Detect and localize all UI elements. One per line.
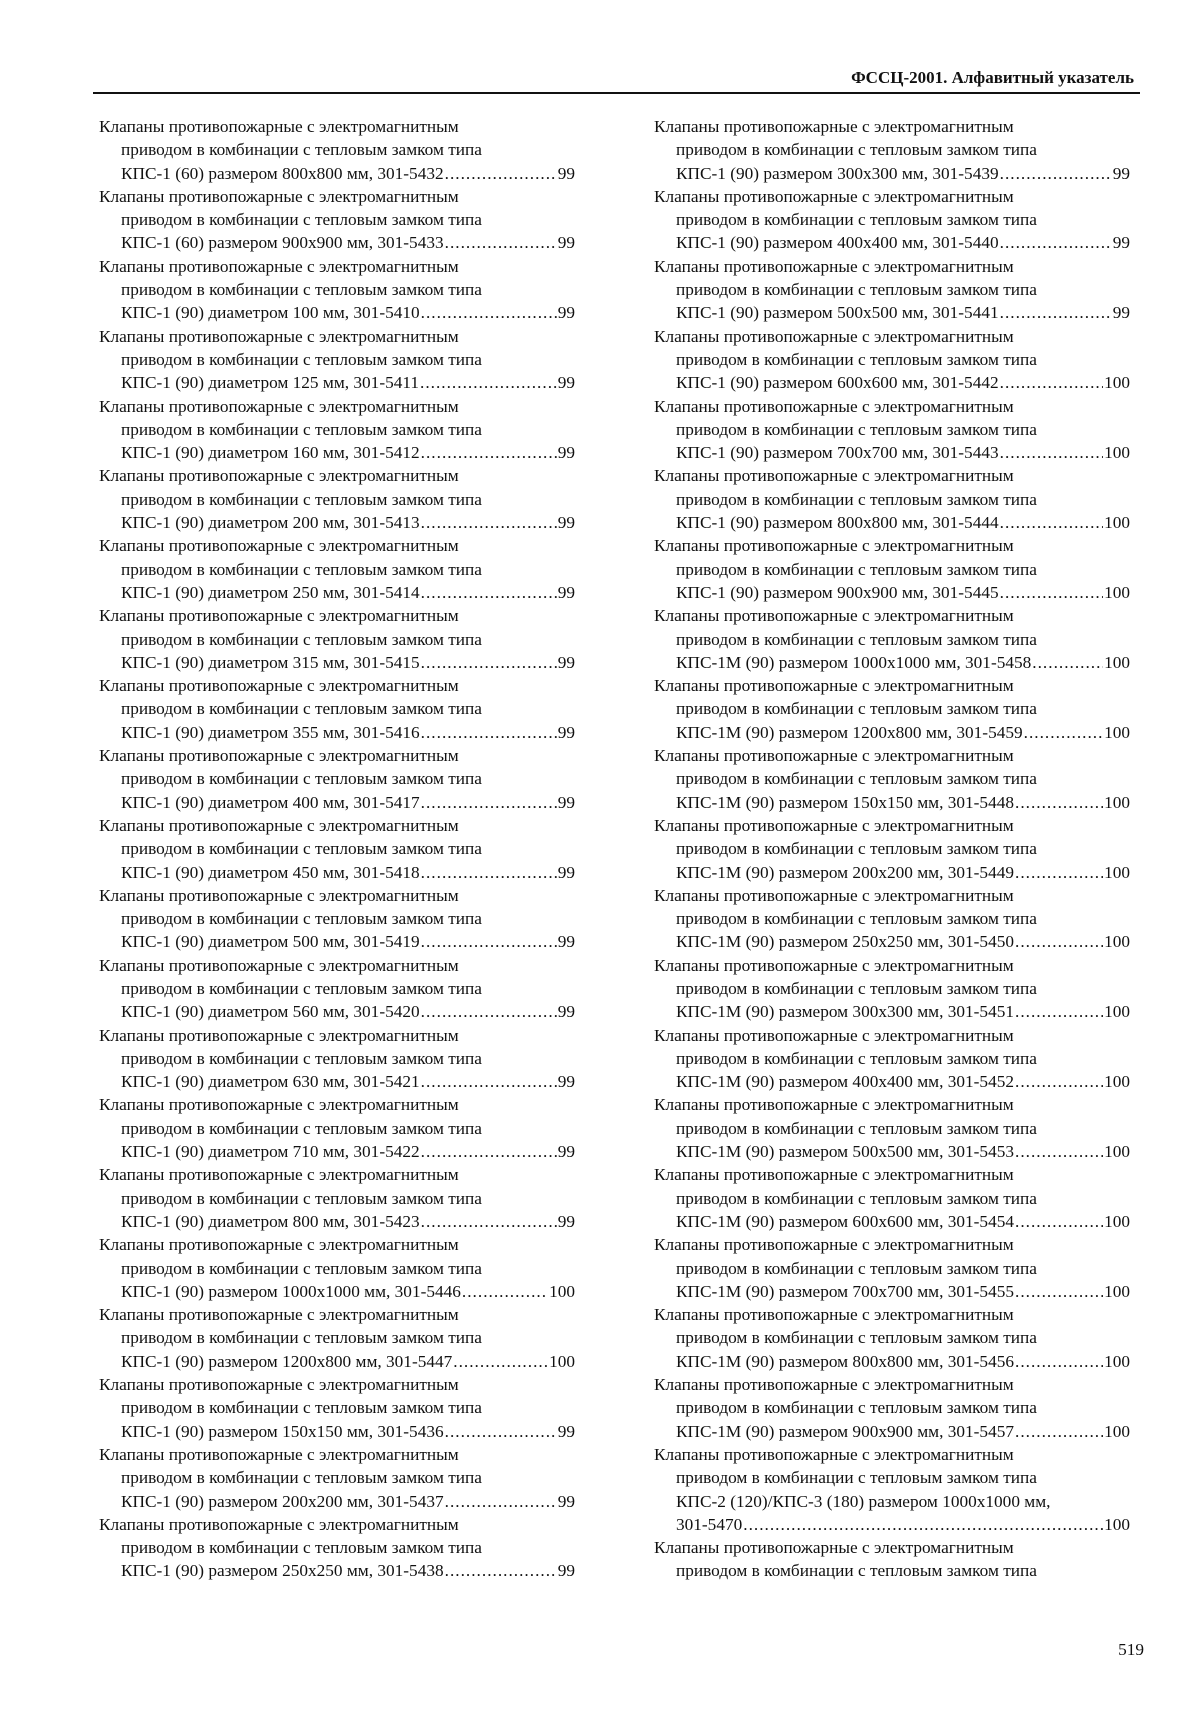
entry-reference: КПС-1 (90) размером 250x250 мм, 301-5438 xyxy=(121,1561,444,1581)
entry-reference-line xyxy=(99,791,575,814)
entry-reference: КПС-1 (90) размером 200x200 мм, 301-5437 xyxy=(121,1491,444,1511)
index-entry xyxy=(654,464,1130,534)
entry-page-number: 99 xyxy=(557,303,575,323)
entry-reference: КПС-1 (90) размером 1000x1000 мм, 301-5446 xyxy=(121,1281,461,1301)
entry-page-number: 100 xyxy=(1104,1211,1130,1231)
entry-reference: КПС-1 (90) размером 1200x800 мм, 301-5447 xyxy=(121,1351,453,1371)
index-entry xyxy=(654,1093,1130,1163)
entry-reference: КПС-1М (90) размером 1000x1000 мм, 301-5458 xyxy=(676,652,1032,672)
entry-line: Клапаны противопожарные с электромагнитным xyxy=(99,746,459,766)
index-entry xyxy=(99,674,575,744)
index-entry xyxy=(99,1513,575,1583)
entry-line: приводом в комбинации с тепловым замком типа xyxy=(676,280,1037,300)
dot-leader xyxy=(1015,1000,1103,1023)
index-entry xyxy=(99,185,575,255)
entry-reference: КПС-1 (90) размером 300x300 мм, 301-5439 xyxy=(676,163,999,183)
dot-leader xyxy=(1024,721,1103,744)
entry-reference-line xyxy=(654,1420,1130,1443)
index-entry xyxy=(99,604,575,674)
entry-line: приводом в комбинации с тепловым замком типа xyxy=(676,349,1037,369)
index-entry xyxy=(99,255,575,325)
index-entry xyxy=(654,1024,1130,1094)
entry-page-number: 100 xyxy=(1104,443,1130,463)
entry-reference-line xyxy=(99,1420,575,1443)
dot-leader xyxy=(421,301,557,324)
entry-line: приводом в комбинации с тепловым замком типа xyxy=(676,1258,1037,1278)
entry-line: Клапаны противопожарные с электромагнитным xyxy=(99,117,459,136)
entry-line: приводом в комбинации с тепловым замком типа xyxy=(121,1538,482,1558)
dot-leader xyxy=(462,1280,548,1303)
entry-reference-line xyxy=(654,791,1130,814)
entry-reference: КПС-1 (90) размером 150x150 мм, 301-5436 xyxy=(121,1421,444,1441)
entry-page-number: 100 xyxy=(1104,582,1130,602)
entry-reference-line xyxy=(99,1559,575,1582)
entry-page-number: 99 xyxy=(557,1491,575,1511)
index-entry xyxy=(99,325,575,395)
entry-page-number: 99 xyxy=(557,1002,575,1022)
entry-reference: КПС-1М (90) размером 400x400 мм, 301-5452 xyxy=(676,1072,1014,1092)
entry-line: Клапаны противопожарные с электромагнитным xyxy=(654,885,1014,905)
entry-reference-line xyxy=(99,1210,575,1233)
entry-reference: КПС-1 (90) размером 700x700 мм, 301-5443 xyxy=(676,443,999,463)
entry-reference: КПС-1 (60) размером 800x800 мм, 301-5432 xyxy=(121,163,444,183)
dot-leader xyxy=(421,861,557,884)
entry-page-number: 99 xyxy=(1112,233,1130,253)
entry-line: Клапаны противопожарные с электромагнитным xyxy=(654,606,1014,626)
entry-reference-line xyxy=(654,1513,1130,1536)
entry-line: приводом в комбинации с тепловым замком типа xyxy=(121,1328,482,1348)
entry-line: Клапаны противопожарные с электромагнитным xyxy=(654,1305,1014,1325)
entry-page-number: 100 xyxy=(549,1351,575,1371)
index-entry xyxy=(654,1233,1130,1303)
dot-leader xyxy=(421,441,557,464)
entry-reference-line xyxy=(99,1280,575,1303)
entry-line: Клапаны противопожарные с электромагнитным xyxy=(654,396,1014,416)
index-entry xyxy=(99,1303,575,1373)
entry-line: Клапаны противопожарные с электромагнитным xyxy=(99,1375,459,1395)
entry-line: приводом в комбинации с тепловым замком типа xyxy=(121,1048,482,1068)
entry-reference: КПС-1М (90) размером 300x300 мм, 301-5451 xyxy=(676,1002,1014,1022)
entry-line: приводом в комбинации с тепловым замком типа xyxy=(121,629,482,649)
dot-leader xyxy=(1000,162,1112,185)
index-entry xyxy=(654,255,1130,325)
entry-reference-line xyxy=(654,511,1130,534)
dot-leader xyxy=(421,651,557,674)
entry-reference: КПС-1 (90) диаметром 200 мм, 301-5413 xyxy=(121,513,420,533)
entry-line: приводом в комбинации с тепловым замком типа xyxy=(676,1118,1037,1138)
entry-line: Клапаны противопожарные с электромагнитным xyxy=(654,746,1014,766)
entry-page-number: 99 xyxy=(557,1561,575,1581)
dot-leader xyxy=(743,1513,1103,1536)
entry-page-number: 100 xyxy=(1104,652,1130,672)
index-column-right xyxy=(654,115,1130,1583)
entry-reference: КПС-1 (90) диаметром 250 мм, 301-5414 xyxy=(121,582,420,602)
dot-leader xyxy=(1000,581,1103,604)
dot-leader xyxy=(420,371,557,394)
entry-line: Клапаны противопожарные с электромагнитным xyxy=(99,1305,459,1325)
dot-leader xyxy=(1015,1210,1103,1233)
entry-line: Клапаны противопожарные с электромагнитным xyxy=(654,1025,1014,1045)
running-header xyxy=(93,66,1140,94)
entry-reference: КПС-1 (60) размером 900x900 мм, 301-5433 xyxy=(121,233,444,253)
entry-reference: 301-5470 xyxy=(676,1514,743,1534)
entry-line: приводом в комбинации с тепловым замком типа xyxy=(676,1048,1037,1068)
index-entry xyxy=(99,1093,575,1163)
entry-reference: КПС-1 (90) диаметром 710 мм, 301-5422 xyxy=(121,1142,420,1162)
page-number: 519 xyxy=(1118,1640,1144,1659)
entry-line: приводом в комбинации с тепловым замком типа xyxy=(121,978,482,998)
entry-reference: КПС-1 (90) диаметром 630 мм, 301-5421 xyxy=(121,1072,420,1092)
entry-page-number: 99 xyxy=(557,582,575,602)
entry-line: приводом в комбинации с тепловым замком типа xyxy=(121,769,482,789)
entry-reference: КПС-1 (90) диаметром 800 мм, 301-5423 xyxy=(121,1211,420,1231)
entry-reference-line xyxy=(654,371,1130,394)
entry-reference-line xyxy=(654,861,1130,884)
entry-line: Клапаны противопожарные с электромагнитным xyxy=(654,955,1014,975)
entry-reference: КПС-1 (90) диаметром 400 мм, 301-5417 xyxy=(121,792,420,812)
entry-line: Клапаны противопожарные с электромагнитным xyxy=(654,186,1014,206)
dot-leader xyxy=(1000,511,1103,534)
entry-page-number: 99 xyxy=(557,163,575,183)
entry-line: Клапаны противопожарные с электромагнитным xyxy=(99,1235,459,1255)
entry-reference-line xyxy=(99,301,575,324)
entry-line: Клапаны противопожарные с электромагнитным xyxy=(99,326,459,346)
entry-line: Клапаны противопожарные с электромагнитным xyxy=(99,955,459,975)
dot-leader xyxy=(421,1070,557,1093)
index-entry xyxy=(654,395,1130,465)
entry-page-number: 99 xyxy=(557,1072,575,1092)
entry-reference-line xyxy=(654,651,1130,674)
dot-leader xyxy=(421,1140,557,1163)
entry-reference: КПС-1М (90) размером 150x150 мм, 301-5448 xyxy=(676,792,1014,812)
entry-page-number: 100 xyxy=(1104,1072,1130,1092)
entry-reference: КПС-1 (90) диаметром 315 мм, 301-5415 xyxy=(121,652,420,672)
entry-page-number: 99 xyxy=(557,722,575,742)
entry-reference-line xyxy=(654,1070,1130,1093)
entry-line: Клапаны противопожарные с электромагнитным xyxy=(99,1025,459,1045)
entry-page-number: 100 xyxy=(1104,513,1130,533)
dot-leader xyxy=(421,721,557,744)
dot-leader xyxy=(1000,301,1112,324)
entry-reference: КПС-1М (90) размером 500x500 мм, 301-5453 xyxy=(676,1142,1014,1162)
entry-reference: КПС-1 (90) размером 500x500 мм, 301-5441 xyxy=(676,303,999,323)
entry-reference-line xyxy=(654,441,1130,464)
entry-line: Клапаны противопожарные с электромагнитным xyxy=(654,1165,1014,1185)
index-entry xyxy=(654,1303,1130,1373)
entry-line: Клапаны противопожарные с электромагнитным xyxy=(99,1444,459,1464)
entry-reference: КПС-1М (90) размером 200x200 мм, 301-5449 xyxy=(676,862,1014,882)
dot-leader xyxy=(453,1350,548,1373)
entry-reference: КПС-1М (90) размером 900x900 мм, 301-5457 xyxy=(676,1421,1014,1441)
entry-page-number: 99 xyxy=(557,233,575,253)
entry-reference-line xyxy=(99,581,575,604)
entry-page-number: 99 xyxy=(557,373,575,393)
entry-line: Клапаны противопожарные с электромагнитным xyxy=(99,186,459,206)
entry-line: приводом в комбинации с тепловым замком типа xyxy=(676,1188,1037,1208)
entry-reference-line xyxy=(654,930,1130,953)
entry-line: Клапаны противопожарные с электромагнитным xyxy=(654,256,1014,276)
entry-reference: КПС-1 (90) диаметром 500 мм, 301-5419 xyxy=(121,932,420,952)
entry-reference-line xyxy=(99,1490,575,1513)
entry-reference-line xyxy=(99,861,575,884)
index-entry xyxy=(99,814,575,884)
index-entry xyxy=(99,954,575,1024)
entry-line: приводом в комбинации с тепловым замком типа xyxy=(121,559,482,579)
entry-reference: КПС-1М (90) размером 1200x800 мм, 301-5459 xyxy=(676,722,1023,742)
dot-leader xyxy=(421,581,557,604)
entry-line: Клапаны противопожарные с электромагнитным xyxy=(654,536,1014,556)
entry-reference: КПС-1М (90) размером 600x600 мм, 301-5454 xyxy=(676,1211,1014,1231)
entry-page-number: 100 xyxy=(1104,1514,1130,1534)
entry-reference: КПС-1 (90) размером 600x600 мм, 301-5442 xyxy=(676,373,999,393)
entry-line: Клапаны противопожарные с электромагнитным xyxy=(99,676,459,696)
entry-reference-line xyxy=(99,231,575,254)
entry-line: Клапаны противопожарные с электромагнитным xyxy=(99,256,459,276)
entry-page-number: 99 xyxy=(1112,303,1130,323)
dot-leader xyxy=(1000,441,1103,464)
dot-leader xyxy=(1000,231,1112,254)
entry-reference: КПС-1 (90) диаметром 560 мм, 301-5420 xyxy=(121,1002,420,1022)
dot-leader xyxy=(1015,1350,1103,1373)
index-entry xyxy=(654,115,1130,185)
entry-line: Клапаны противопожарные с электромагнитным xyxy=(654,1375,1014,1395)
index-entry xyxy=(654,814,1130,884)
entry-page-number: 100 xyxy=(1104,373,1130,393)
entry-line: приводом в комбинации с тепловым замком типа xyxy=(676,489,1037,509)
entry-page-number: 99 xyxy=(557,513,575,533)
entry-line: приводом в комбинации с тепловым замком типа xyxy=(676,978,1037,998)
entry-reference-line xyxy=(654,721,1130,744)
entry-line: приводом в комбинации с тепловым замком типа xyxy=(676,1561,1037,1581)
dot-leader xyxy=(1015,1280,1103,1303)
entry-line: Клапаны противопожарные с электромагнитным xyxy=(99,466,459,486)
index-entry xyxy=(99,884,575,954)
entry-reference-line xyxy=(654,1000,1130,1023)
entry-line: приводом в комбинации с тепловым замком типа xyxy=(676,839,1037,859)
index-entry xyxy=(654,744,1130,814)
entry-line: приводом в комбинации с тепловым замком типа xyxy=(121,1258,482,1278)
entry-line: приводом в комбинации с тепловым замком типа xyxy=(676,909,1037,929)
header-title: ФССЦ-2001. Алфавитный указатель xyxy=(851,68,1134,87)
entry-line: приводом в комбинации с тепловым замком типа xyxy=(121,489,482,509)
dot-leader xyxy=(421,511,557,534)
entry-reference-line xyxy=(99,1000,575,1023)
entry-page-number: 100 xyxy=(1104,932,1130,952)
entry-line: приводом в комбинации с тепловым замком типа xyxy=(121,419,482,439)
entry-line: Клапаны противопожарные с электромагнитным xyxy=(654,815,1014,835)
entry-line: приводом в комбинации с тепловым замком типа xyxy=(121,280,482,300)
index-entry xyxy=(654,1443,1130,1536)
entry-line: приводом в комбинации с тепловым замком типа xyxy=(121,1468,482,1488)
entry-reference-line xyxy=(99,441,575,464)
entry-reference: КПС-1 (90) диаметром 125 мм, 301-5411 xyxy=(121,373,419,393)
entry-line: приводом в комбинации с тепловым замком типа xyxy=(121,349,482,369)
index-entry xyxy=(654,954,1130,1024)
entry-reference-line xyxy=(99,1070,575,1093)
entry-page-number: 100 xyxy=(1104,1421,1130,1441)
entry-page-number: 99 xyxy=(557,792,575,812)
entry-line: Клапаны противопожарные с электромагнитным xyxy=(654,1538,1014,1558)
entry-reference-line xyxy=(99,1350,575,1373)
dot-leader xyxy=(1015,861,1103,884)
entry-line: Клапаны противопожарные с электромагнитным xyxy=(99,1095,459,1115)
entry-page-number: 99 xyxy=(557,932,575,952)
entry-line: приводом в комбинации с тепловым замком типа xyxy=(676,699,1037,719)
index-entry xyxy=(654,1163,1130,1233)
entry-line: приводом в комбинации с тепловым замком типа xyxy=(676,140,1037,160)
entry-reference-line xyxy=(99,511,575,534)
entry-line: приводом в комбинации с тепловым замком типа xyxy=(676,629,1037,649)
dot-leader xyxy=(445,231,557,254)
entry-reference: КПС-1 (90) диаметром 100 мм, 301-5410 xyxy=(121,303,420,323)
entry-line: приводом в комбинации с тепловым замком типа xyxy=(121,1188,482,1208)
entry-reference: КПС-1М (90) размером 250x250 мм, 301-5450 xyxy=(676,932,1014,952)
entry-line: приводом в комбинации с тепловым замком типа xyxy=(676,769,1037,789)
entry-reference: КПС-1М (90) размером 800x800 мм, 301-5456 xyxy=(676,1351,1014,1371)
entry-line: приводом в комбинации с тепловым замком типа xyxy=(676,1398,1037,1418)
dot-leader xyxy=(1015,1070,1103,1093)
entry-line: приводом в комбинации с тепловым замком типа xyxy=(121,699,482,719)
dot-leader xyxy=(1000,371,1103,394)
entry-line: приводом в комбинации с тепловым замком типа xyxy=(121,140,482,160)
index-entry xyxy=(99,1024,575,1094)
entry-reference-line xyxy=(99,162,575,185)
entry-line: приводом в комбинации с тепловым замком типа xyxy=(676,210,1037,230)
dot-leader xyxy=(1015,791,1103,814)
index-entry xyxy=(654,674,1130,744)
entry-line: приводом в комбинации с тепловым замком типа xyxy=(676,1328,1037,1348)
index-entry xyxy=(99,1163,575,1233)
index-entry xyxy=(99,744,575,814)
dot-leader xyxy=(421,1210,557,1233)
entry-line: приводом в комбинации с тепловым замком типа xyxy=(121,909,482,929)
entry-line: приводом в комбинации с тепловым замком типа xyxy=(121,839,482,859)
entry-reference-line xyxy=(99,371,575,394)
entry-reference-line xyxy=(654,301,1130,324)
entry-reference-line xyxy=(654,162,1130,185)
entry-line: Клапаны противопожарные с электромагнитным xyxy=(654,466,1014,486)
entry-line: Клапаны противопожарные с электромагнитным xyxy=(654,676,1014,696)
entry-line: Клапаны противопожарные с электромагнитным xyxy=(654,1095,1014,1115)
index-column-left xyxy=(99,115,575,1583)
entry-reference-line xyxy=(654,1210,1130,1233)
entry-reference-line xyxy=(654,1280,1130,1303)
dot-leader xyxy=(1015,930,1103,953)
entry-line: Клапаны противопожарные с электромагнитным xyxy=(99,1165,459,1185)
entry-page-number: 99 xyxy=(557,1421,575,1441)
entry-line: Клапаны противопожарные с электромагнитным xyxy=(99,536,459,556)
dot-leader xyxy=(1032,651,1103,674)
entry-line: приводом в комбинации с тепловым замком типа xyxy=(676,559,1037,579)
entry-page-number: 99 xyxy=(557,652,575,672)
entry-line: приводом в комбинации с тепловым замком типа xyxy=(676,419,1037,439)
entry-page-number: 99 xyxy=(1112,163,1130,183)
entry-line: Клапаны противопожарные с электромагнитным xyxy=(99,815,459,835)
entry-reference-line xyxy=(99,651,575,674)
dot-leader xyxy=(445,1420,557,1443)
entry-line: Клапаны противопожарные с электромагнитным xyxy=(654,1235,1014,1255)
entry-reference: КПС-1 (90) диаметром 160 мм, 301-5412 xyxy=(121,443,420,463)
entry-reference-line xyxy=(99,1140,575,1163)
entry-line: КПС-2 (120)/КПС-3 (180) размером 1000x1000 мм, xyxy=(676,1491,1051,1511)
dot-leader xyxy=(421,1000,557,1023)
index-entry xyxy=(654,534,1130,604)
index-entry xyxy=(99,1233,575,1303)
entry-page-number: 99 xyxy=(557,1211,575,1231)
dot-leader xyxy=(445,1559,557,1582)
index-entry xyxy=(99,1373,575,1443)
entry-page-number: 100 xyxy=(549,1281,575,1301)
index-entry xyxy=(654,325,1130,395)
index-entry xyxy=(654,1373,1130,1443)
entry-line: Клапаны противопожарные с электромагнитным xyxy=(99,885,459,905)
dot-leader xyxy=(445,1490,557,1513)
entry-reference-line xyxy=(99,721,575,744)
entry-line: Клапаны противопожарные с электромагнитным xyxy=(99,606,459,626)
entry-reference: КПС-1 (90) диаметром 450 мм, 301-5418 xyxy=(121,862,420,882)
entry-page-number: 99 xyxy=(557,1142,575,1162)
index-entry xyxy=(654,1536,1130,1583)
entry-reference: КПС-1 (90) диаметром 355 мм, 301-5416 xyxy=(121,722,420,742)
dot-leader xyxy=(421,930,557,953)
dot-leader xyxy=(421,791,557,814)
entry-page-number: 100 xyxy=(1104,862,1130,882)
index-entry xyxy=(99,1443,575,1513)
entry-page-number: 100 xyxy=(1104,1351,1130,1371)
dot-leader xyxy=(445,162,557,185)
entry-line: Клапаны противопожарные с электромагнитным xyxy=(99,396,459,416)
index-entry xyxy=(654,604,1130,674)
entry-line: Клапаны противопожарные с электромагнитным xyxy=(654,326,1014,346)
entry-page-number: 100 xyxy=(1104,792,1130,812)
index-entry xyxy=(654,884,1130,954)
index-entry xyxy=(99,395,575,465)
entry-page-number: 100 xyxy=(1104,722,1130,742)
index-entry xyxy=(99,115,575,185)
entry-page-number: 100 xyxy=(1104,1002,1130,1022)
entry-line: приводом в комбинации с тепловым замком типа xyxy=(121,1398,482,1418)
entry-line: Клапаны противопожарные с электромагнитным xyxy=(654,1444,1014,1464)
index-entry xyxy=(654,185,1130,255)
entry-page-number: 100 xyxy=(1104,1281,1130,1301)
entry-line: приводом в комбинации с тепловым замком типа xyxy=(121,1118,482,1138)
dot-leader xyxy=(1015,1420,1103,1443)
entry-page-number: 100 xyxy=(1104,1142,1130,1162)
entry-page-number: 99 xyxy=(557,862,575,882)
dot-leader xyxy=(1015,1140,1103,1163)
entry-line: Клапаны противопожарные с электромагнитным xyxy=(654,117,1014,136)
index-entry xyxy=(99,534,575,604)
entry-reference-line xyxy=(99,930,575,953)
entry-reference-line xyxy=(654,231,1130,254)
entry-page-number: 99 xyxy=(557,443,575,463)
index-entry xyxy=(99,464,575,534)
entry-reference: КПС-1 (90) размером 900x900 мм, 301-5445 xyxy=(676,582,999,602)
entry-line: приводом в комбинации с тепловым замком типа xyxy=(121,210,482,230)
entry-reference-line xyxy=(654,1140,1130,1163)
entry-reference: КПС-1М (90) размером 700x700 мм, 301-5455 xyxy=(676,1281,1014,1301)
entry-reference-line xyxy=(654,581,1130,604)
entry-line: Клапаны противопожарные с электромагнитным xyxy=(99,1514,459,1534)
entry-reference: КПС-1 (90) размером 800x800 мм, 301-5444 xyxy=(676,513,999,533)
entry-reference: КПС-1 (90) размером 400x400 мм, 301-5440 xyxy=(676,233,999,253)
entry-line: приводом в комбинации с тепловым замком типа xyxy=(676,1468,1037,1488)
entry-reference-line xyxy=(654,1350,1130,1373)
